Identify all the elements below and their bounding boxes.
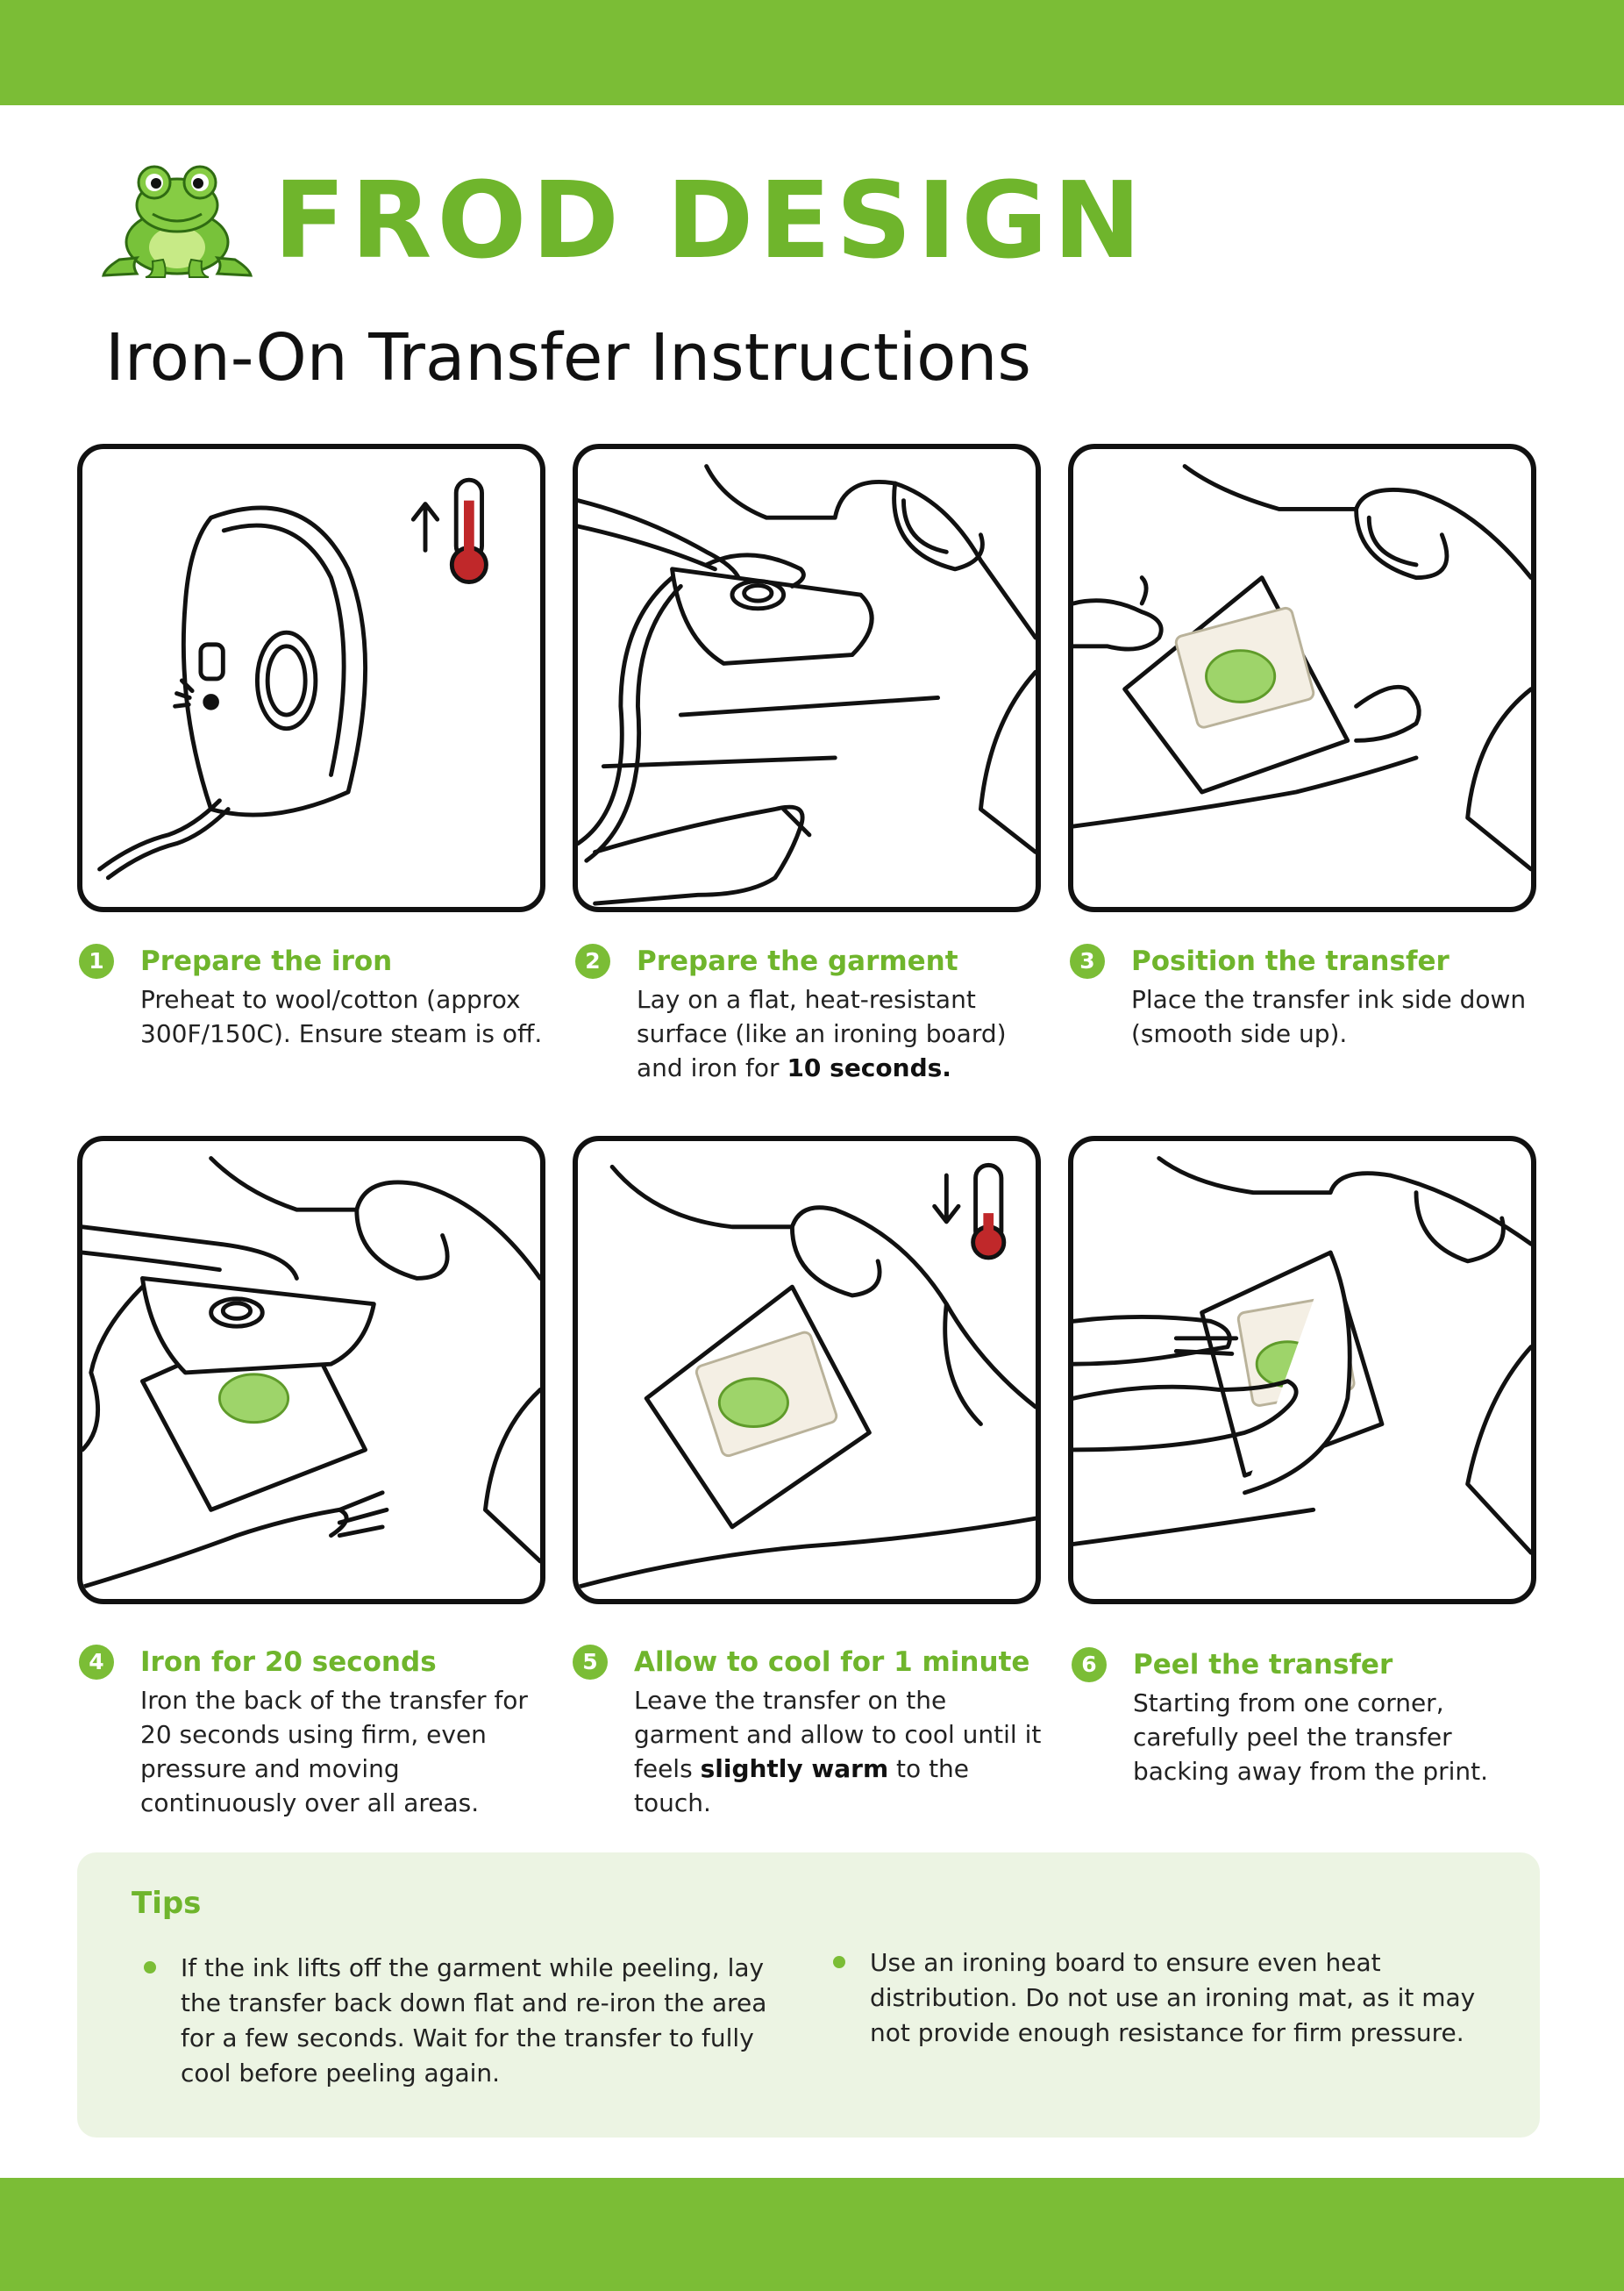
- step-text: [634, 1683, 1051, 1820]
- step-number: 4: [79, 1645, 114, 1680]
- peeling-transfer-icon: [1073, 1141, 1531, 1599]
- step-number: 2: [575, 944, 610, 979]
- step-text-part: to the touch.: [634, 1754, 970, 1817]
- step-text-part: Lay on a flat, heat-resistant surface (like an ironing board) and iron for: [637, 985, 1007, 1082]
- step-text-bold: slightly warm: [700, 1754, 889, 1783]
- ironing-shirt-icon: [578, 449, 1036, 907]
- ironing-transfer-icon: [82, 1141, 540, 1599]
- brand-header: [102, 156, 1154, 282]
- bullet-icon: [144, 1961, 156, 1973]
- step-heading: Prepare the garment: [637, 946, 958, 977]
- step-heading: Iron for 20 seconds: [140, 1646, 437, 1678]
- step-1-illustration: [77, 444, 545, 912]
- step-2-illustration: [573, 444, 1041, 912]
- cooling-thermometer-down-icon: [578, 1141, 1036, 1599]
- step-number: 5: [573, 1645, 608, 1680]
- tips-title: Tips: [132, 1886, 202, 1921]
- step-text-bold: 10 seconds.: [787, 1053, 951, 1082]
- step-6-illustration: [1068, 1136, 1536, 1604]
- iron-with-thermometer-up-icon: [82, 449, 540, 907]
- placing-transfer-icon: [1073, 449, 1531, 907]
- step-5-illustration: [573, 1136, 1041, 1604]
- step-text: [637, 982, 1053, 1085]
- tips-box: [77, 1852, 1540, 2138]
- step-text: Starting from one corner, carefully peel the transfer backing away from the print.: [1133, 1688, 1489, 1786]
- tip-text: Use an ironing board to ensure even heat distribution. Do not use an ironing mat, as it may not provide enough resistance for firm pressure.: [870, 1948, 1476, 2047]
- step-text-part: Leave the transfer on the garment and allow to cool until it feels: [634, 1686, 1042, 1783]
- step-heading: Position the transfer: [1131, 946, 1449, 977]
- step-number: 3: [1070, 944, 1105, 979]
- step-heading: Prepare the iron: [140, 946, 393, 977]
- frog-logo-icon: [102, 156, 253, 279]
- step-text: Iron the back of the transfer for 20 seconds using firm, even pressure and moving continuously over all areas.: [140, 1686, 528, 1817]
- step-number: 1: [79, 944, 114, 979]
- tip-text: If the ink lifts off the garment while peeling, lay the transfer back down flat and re-iron the area for a few seconds. Wait for the transfer to fully cool before peeling again.: [181, 1953, 767, 2088]
- brand-name: FROD DESIGN: [274, 161, 1147, 282]
- step-text: Preheat to wool/cotton (approx 300F/150C). Ensure steam is off.: [140, 985, 543, 1048]
- bullet-icon: [833, 1956, 845, 1968]
- page-title: Iron-On Transfer Instructions: [105, 320, 1031, 396]
- top-banner: [0, 0, 1624, 105]
- step-text: Place the transfer ink side down (smooth side up).: [1131, 985, 1527, 1048]
- step-4-illustration: [77, 1136, 545, 1604]
- bottom-banner: [0, 2178, 1624, 2291]
- step-heading: Peel the transfer: [1133, 1649, 1393, 1681]
- step-heading: Allow to cool for 1 minute: [634, 1646, 1030, 1678]
- step-number: 6: [1072, 1647, 1107, 1682]
- step-3-illustration: [1068, 444, 1536, 912]
